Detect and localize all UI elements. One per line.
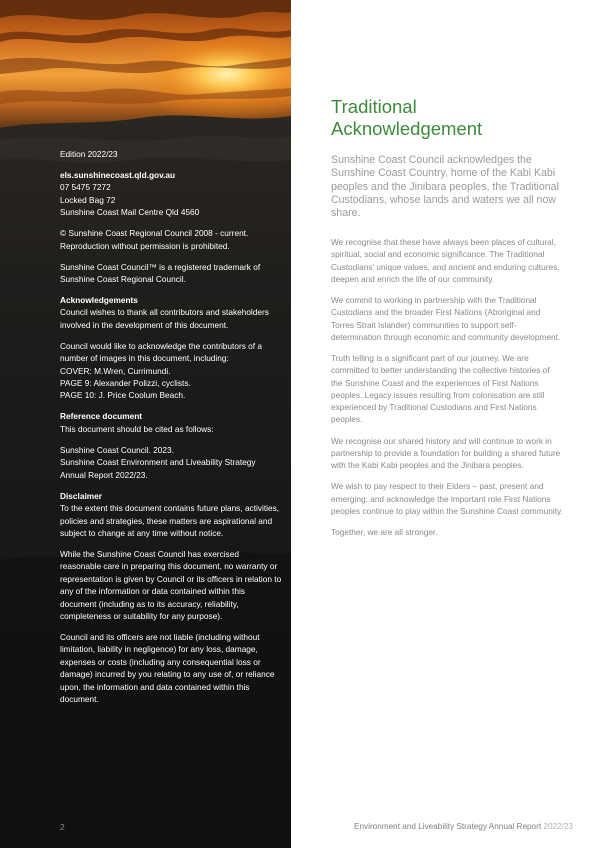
body-paragraph: We recognise our shared history and will continue to work in partnership to provide a foundation for building a shared future with the Kabi Kabi peoples and the Jinibara peoples. [331, 435, 561, 471]
footer-year: 2022/23 [543, 822, 573, 831]
acknowledgements-text: Council wishes to thank all contributors and stakeholders involved in the development of this document. [60, 307, 269, 330]
image-credits [60, 340, 282, 402]
intro-statement: Sunshine Coast Council acknowledges the Sunshine Coast Country, home of the Kabi Kabi peoples and the Jinibara peoples, the Traditional Custodians, whose lands and waters we all now share. [331, 154, 559, 220]
body-paragraph: Together, we are all stronger. [331, 526, 438, 537]
left-panel [0, 0, 291, 848]
image-credits-intro: Council would like to acknowledge the contributors of a number of images in this document, including: [60, 340, 263, 364]
copyright-notice: © Sunshine Coast Regional Council 2008 - current. Reproduction without permission is prohibited. [60, 228, 249, 251]
acknowledgements-section [60, 294, 282, 331]
address-line-1: Locked Bag 72 [60, 194, 116, 205]
body-paragraph: Truth telling is a significant part of our journey. We are committed to better understanding the collective histories of the Sunshine Coast and the experiences of First Nations peoples. Legacy issues resulting from colonisation are still experienced by Traditional Custodians and First Nations peoples. [331, 352, 550, 425]
page-number: 2 [60, 822, 65, 832]
acknowledgement-body [331, 236, 563, 547]
disclaimer-paragraph: While the Sunshine Coast Council has exercised reasonable care in preparing this document, no warranty or representation is given by Council or its officers in relation to any of the information or data contained within this document (including as to its accuracy, reliability, completeness or suitability for any purpose). [60, 548, 282, 621]
edition-label: Edition 2022/23 [60, 149, 118, 159]
reference-section [60, 410, 282, 435]
right-panel [291, 0, 599, 848]
body-paragraph: We recognise that these have always been places of cultural, spiritual, social and economic significance. The Traditional Custodians' unique values, and ancient and enduring cultures, deepen and enrich the life of our community. [331, 237, 560, 284]
disclaimer-heading: Disclaimer [60, 490, 102, 501]
disclaimer-paragraph: To the extent this document contains future plans, activities, policies and strategies, these matters are aspirational and subject to change at any time without notice. [60, 503, 280, 538]
contact-block [60, 169, 282, 219]
trademark-notice: Sunshine Coast Council™ is a registered trademark of Sunshine Coast Regional Council. [60, 261, 261, 285]
body-paragraph: We wish to pay respect to their Elders – past, present and emerging, and acknowledge the important role First Nations peoples continue to play within the Sunshine Coast community. [331, 481, 563, 516]
footer-title: Environment and Liveability Strategy Annual Report [354, 822, 542, 831]
page-title: Traditional Acknowledgement [331, 96, 483, 139]
address-line-2: Sunshine Coast Mail Centre Qld 4560 [60, 207, 200, 218]
reference-intro: This document should be cited as follows: [60, 423, 214, 434]
disclaimer-section [60, 490, 282, 540]
credit-item: COVER: M.Wren, Currimundi. [60, 365, 171, 376]
running-footer [321, 822, 573, 831]
website-link[interactable]: els.sunshinecoast.qld.gov.au [60, 170, 176, 180]
citation-line-1: Sunshine Coast Council. 2023. [60, 444, 174, 455]
body-paragraph: We commit to working in partnership with the Traditional Custodians and the broader First Nations (Aboriginal and Torres Strait Islander) communities to support self-determination through economic and community development. [331, 294, 561, 342]
credit-item: PAGE 10: J. Price Coolum Beach. [60, 390, 186, 401]
reference-heading: Reference document [60, 411, 143, 422]
disclaimer-paragraph: Council and its officers are not liable (including without limitation, liability in negligence) for any loss, damage, expenses or costs (including any consequential loss or damage) incurred by you relating to any use of, or reliance upon, the information and data contained within this document. [60, 631, 275, 704]
credit-item: PAGE 9: Alexander Polizzi, cyclists. [60, 378, 191, 389]
phone-number: 07 5475 7272 [60, 182, 111, 193]
acknowledgements-heading: Acknowledgements [60, 295, 138, 306]
citation-line-2: Sunshine Coast Environment and Liveability Strategy Annual Report 2022/23. [60, 457, 256, 480]
citation [60, 444, 282, 481]
publication-details [60, 148, 282, 714]
